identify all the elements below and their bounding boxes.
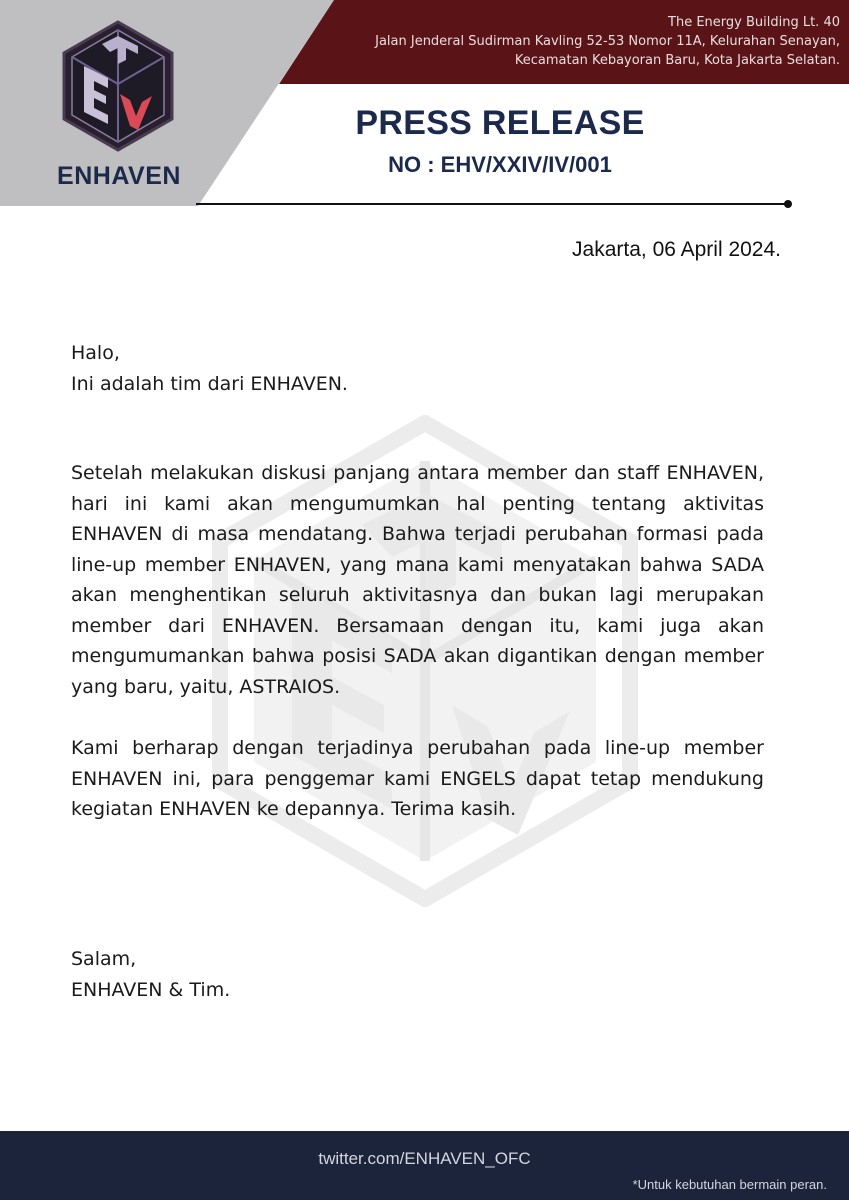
greeting-line-1: Halo, xyxy=(71,342,120,364)
body-paragraph-1 xyxy=(71,458,764,702)
header-divider xyxy=(196,199,796,211)
footer xyxy=(0,1131,849,1200)
brand-name: ENHAVEN xyxy=(57,162,181,190)
closing xyxy=(71,944,764,1005)
place-date: Jakarta, 06 April 2024. xyxy=(572,238,781,261)
paragraph-text: Setelah melakukan diskusi panjang antara member dan staff ENHAVEN, hari ini kami akan mengumumkan hal penting tentang aktivitas ENHAVEN di masa mendatang. Bahwa terjadi perubahan formasi pada line-up member ENHAVEN, yang mana kami menyatakan bahwa SADA akan menghentikan seluruh aktivitasnya dan bukan lagi merupakan member dari ENHAVEN. Bersamaan dengan itu, kami juga akan mengumumankan bahwa posisi SADA akan digantikan dengan member yang baru, yaitu, ASTRAIOS. xyxy=(71,462,764,698)
address-line-2: Jalan Jenderal Sudirman Kavling 52-53 Nomor 11A, Kelurahan Senayan, xyxy=(375,34,840,49)
address-line-1: The Energy Building Lt. 40 xyxy=(668,15,840,30)
address-line-3: Kecamatan Kebayoran Baru, Kota Jakarta Selatan. xyxy=(514,53,840,68)
company-address xyxy=(320,13,840,70)
paragraph-text: Kami berharap dengan terjadinya perubahan pada line-up member ENHAVEN ini, para penggemar kami ENGELS dapat tetap mendukung kegiatan ENHAVEN ke depannya. Terima kasih. xyxy=(71,737,764,820)
closing-line-1: Salam, xyxy=(71,948,137,970)
closing-line-2: ENHAVEN & Tim. xyxy=(71,978,231,1001)
document-title: PRESS RELEASE xyxy=(355,104,645,142)
footer-note: *Untuk kebutuhan bermain peran. xyxy=(632,1177,827,1192)
enhaven-logo-icon xyxy=(58,18,178,154)
greeting-line-2: Ini adalah tim dari ENHAVEN. xyxy=(71,372,348,395)
twitter-link[interactable]: twitter.com/ENHAVEN_OFC xyxy=(318,1149,531,1168)
greeting xyxy=(71,338,764,399)
document-number: NO : EHV/XXIV/IV/001 xyxy=(388,152,612,177)
body-paragraph-2 xyxy=(71,733,764,825)
